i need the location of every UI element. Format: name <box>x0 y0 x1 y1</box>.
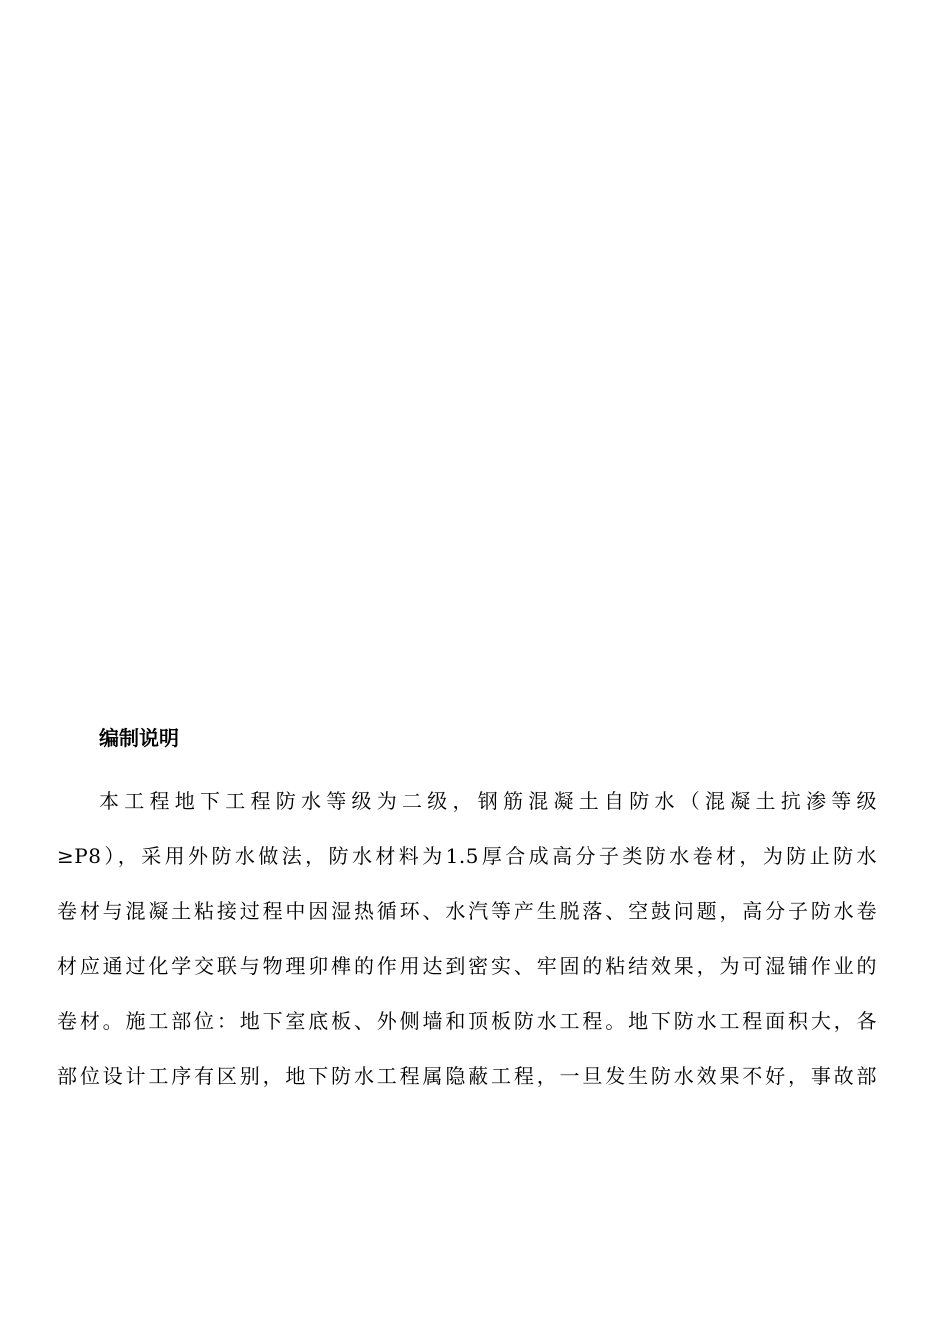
paragraph-line-5: 卷材。施工部位：地下室底板、外侧墙和顶板防水工程。地下防水工程面积大，各 <box>57 1009 877 1033</box>
paragraph-line-1: 本工程地下工程防水等级为二级，钢筋混凝土自防水（混凝土抗渗等级 <box>99 789 877 813</box>
paragraph-line-2: ≥P8），采用外防水做法，防水材料为1.5厚合成高分子类防水卷材，为防止防水 <box>57 844 877 868</box>
body-paragraph <box>57 782 877 1112</box>
paragraph-line-3: 卷材与混凝土粘接过程中因湿热循环、水汽等产生脱落、空鼓问题，高分子防水卷 <box>57 899 877 923</box>
paragraph-line-4: 材应通过化学交联与物理卯榫的作用达到密实、牢固的粘结效果，为可湿铺作业的 <box>57 954 877 978</box>
section-heading: 编制说明 <box>99 726 179 750</box>
paragraph-line-6: 部位设计工序有区别，地下防水工程属隐蔽工程，一旦发生防水效果不好，事故部 <box>57 1064 877 1088</box>
